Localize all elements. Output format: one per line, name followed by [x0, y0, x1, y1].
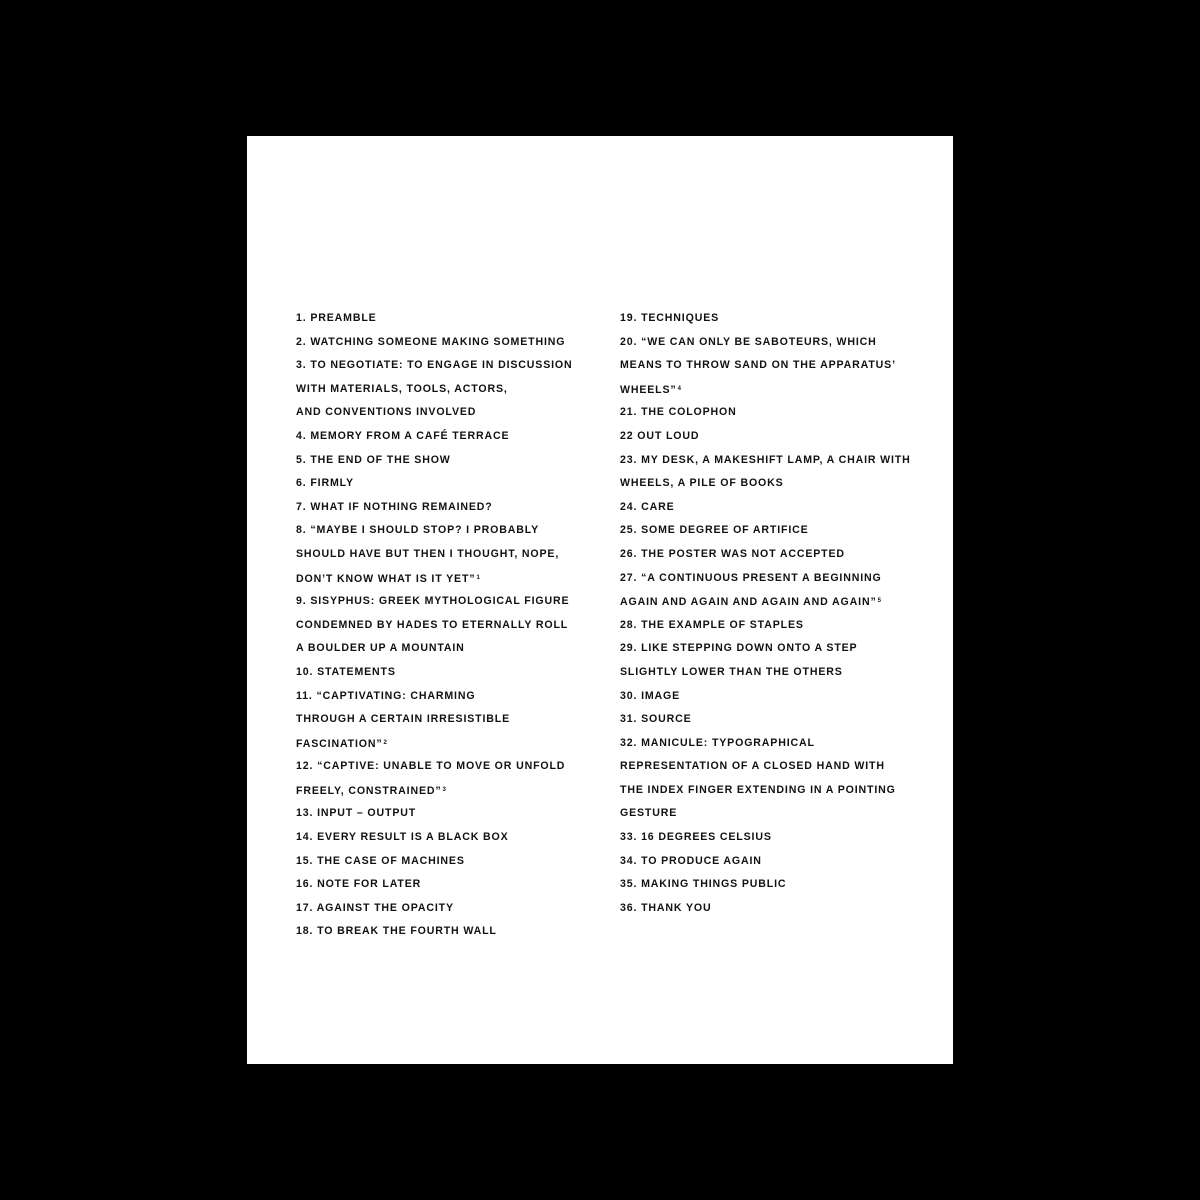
toc-line-text: 2. WATCHING SOMEONE MAKING SOMETHING	[296, 335, 566, 348]
toc-line	[620, 755, 920, 779]
toc-line	[296, 425, 596, 449]
toc-line-text: WHEELS, A PILE OF BOOKS	[620, 477, 784, 490]
toc-line	[620, 873, 920, 897]
toc-line-text: 32. MANICULE: TYPOGRAPHICAL	[620, 736, 815, 749]
toc-line	[296, 661, 596, 685]
toc-line	[296, 826, 596, 850]
toc-line-text: 29. LIKE STEPPING DOWN ONTO A STEP	[620, 642, 858, 655]
toc-line-text: SHOULD HAVE BUT THEN I THOUGHT, NOPE,	[296, 547, 560, 560]
toc-line-text: GESTURE	[620, 807, 678, 820]
toc-line-text: 8. “MAYBE I SHOULD STOP? I PROBABLY	[296, 524, 540, 537]
toc-line-text: 19. TECHNIQUES	[620, 312, 720, 324]
toc-line-text: 34. TO PRODUCE AGAIN	[620, 854, 762, 867]
toc-line	[296, 802, 596, 826]
toc-line	[296, 685, 596, 709]
toc-line-text: 20. “WE CAN ONLY BE SABOTEURS, WHICH	[620, 335, 877, 348]
toc-line	[296, 519, 596, 543]
toc-line	[296, 496, 596, 520]
toc-line	[620, 472, 920, 496]
toc-line-text: 31. SOURCE	[620, 713, 692, 726]
toc-line	[620, 661, 920, 685]
toc-line-text: 18. TO BREAK THE FOURTH WALL	[296, 925, 497, 938]
toc-line-text: WHEELS”	[620, 383, 677, 396]
toc-line	[620, 519, 920, 543]
toc-line	[296, 472, 596, 496]
toc-line	[296, 543, 596, 567]
toc-line	[296, 614, 596, 638]
toc-line	[296, 732, 596, 756]
toc-line-text: 25. SOME DEGREE OF ARTIFICE	[620, 524, 809, 537]
toc-line	[296, 354, 596, 378]
toc-line	[296, 873, 596, 897]
toc-line-text: SLIGHTLY LOWER THAN THE OTHERS	[620, 665, 843, 678]
toc-line	[620, 637, 920, 661]
toc-line-text: 10. STATEMENTS	[296, 665, 396, 678]
toc-line	[296, 850, 596, 874]
toc-line-text: 12. “CAPTIVE: UNABLE TO MOVE OR UNFOLD	[296, 760, 566, 773]
toc-line	[620, 425, 920, 449]
toc-line	[620, 708, 920, 732]
toc-line	[296, 567, 596, 591]
toc-line	[620, 307, 920, 331]
toc-line-text: 5. THE END OF THE SHOW	[296, 453, 451, 466]
toc-line	[620, 779, 920, 803]
toc-line-text: 27. “A CONTINUOUS PRESENT A BEGINNING	[620, 571, 882, 584]
toc-line-text: 21. THE COLOPHON	[620, 406, 737, 419]
toc-line-text: A BOULDER UP A MOUNTAIN	[296, 642, 465, 655]
toc-line-text: THE INDEX FINGER EXTENDING IN A POINTING	[620, 783, 896, 796]
toc-line-text: 6. FIRMLY	[296, 477, 354, 490]
toc-line-text: 4. MEMORY FROM A CAFÉ TERRACE	[296, 429, 510, 442]
toc-line-text: 1. PREAMBLE	[296, 312, 377, 324]
footnote-marker: 4	[677, 385, 681, 392]
toc-line-text: 11. “CAPTIVATING: CHARMING	[296, 689, 476, 702]
toc-line	[620, 378, 920, 402]
toc-line	[620, 331, 920, 355]
toc-right-column	[620, 307, 920, 920]
toc-line	[620, 826, 920, 850]
toc-line	[620, 614, 920, 638]
toc-line	[296, 378, 596, 402]
toc-line	[620, 567, 920, 591]
toc-line	[296, 779, 596, 803]
toc-line-text: 22 OUT LOUD	[620, 429, 700, 442]
toc-line-text: AGAIN AND AGAIN AND AGAIN AND AGAIN”	[620, 596, 877, 609]
toc-line-text: MEANS TO THROW SAND ON THE APPARATUS’	[620, 359, 896, 372]
toc-line-text: WITH MATERIALS, TOOLS, ACTORS,	[296, 382, 508, 395]
toc-line	[296, 708, 596, 732]
toc-line-text: 26. THE POSTER WAS NOT ACCEPTED	[620, 547, 845, 560]
toc-line	[620, 496, 920, 520]
toc-line-text: 28. THE EXAMPLE OF STAPLES	[620, 618, 804, 631]
toc-line-text: 14. EVERY RESULT IS A BLACK BOX	[296, 831, 509, 844]
toc-line-text: 15. THE CASE OF MACHINES	[296, 854, 465, 867]
toc-line-text: 13. INPUT – OUTPUT	[296, 807, 417, 820]
toc-line-text: 17. AGAINST THE OPACITY	[296, 901, 454, 914]
toc-line	[620, 543, 920, 567]
toc-line-text: THROUGH A CERTAIN IRRESISTIBLE	[296, 713, 511, 726]
toc-line	[620, 850, 920, 874]
toc-line-text: 36. THANK YOU	[620, 901, 712, 914]
toc-line-text: FREELY, CONSTRAINED”	[296, 784, 442, 797]
toc-line-text: 24. CARE	[620, 500, 675, 513]
toc-line	[296, 920, 596, 944]
document-page	[247, 136, 953, 1064]
toc-line-text: 3. TO NEGOTIATE: TO ENGAGE IN DISCUSSION	[296, 359, 573, 372]
toc-line	[620, 449, 920, 473]
toc-line-text: AND CONVENTIONS INVOLVED	[296, 406, 477, 419]
toc-line	[296, 590, 596, 614]
footnote-marker: 5	[877, 598, 881, 605]
toc-line	[296, 637, 596, 661]
toc-line-text: CONDEMNED BY HADES TO ETERNALLY ROLL	[296, 618, 569, 631]
toc-line	[296, 331, 596, 355]
toc-line	[296, 897, 596, 921]
toc-line-text: 16. NOTE FOR LATER	[296, 878, 422, 891]
toc-left-column	[296, 307, 596, 944]
footnote-marker: 3	[442, 786, 446, 793]
footnote-marker: 2	[383, 739, 387, 746]
toc-line	[296, 755, 596, 779]
toc-line-text: REPRESENTATION OF A CLOSED HAND WITH	[620, 760, 885, 773]
toc-line	[620, 897, 920, 921]
footnote-marker: 1	[476, 574, 480, 581]
toc-line	[296, 401, 596, 425]
toc-line	[620, 354, 920, 378]
toc-line	[620, 401, 920, 425]
toc-line	[620, 732, 920, 756]
toc-line	[620, 802, 920, 826]
toc-line	[296, 449, 596, 473]
toc-line-text: DON’T KNOW WHAT IS IT YET”	[296, 572, 476, 585]
toc-line	[620, 685, 920, 709]
toc-line	[296, 307, 596, 331]
toc-line	[620, 590, 920, 614]
toc-line-text: 33. 16 DEGREES CELSIUS	[620, 831, 772, 844]
toc-line-text: 35. MAKING THINGS PUBLIC	[620, 878, 787, 891]
toc-line-text: 7. WHAT IF NOTHING REMAINED?	[296, 500, 493, 513]
toc-line-text: 23. MY DESK, A MAKESHIFT LAMP, A CHAIR WITH	[620, 453, 911, 466]
toc-line-text: 9. SISYPHUS: GREEK MYTHOLOGICAL FIGURE	[296, 595, 570, 608]
toc-line-text: 30. IMAGE	[620, 689, 681, 702]
toc-line-text: FASCINATION”	[296, 737, 383, 750]
